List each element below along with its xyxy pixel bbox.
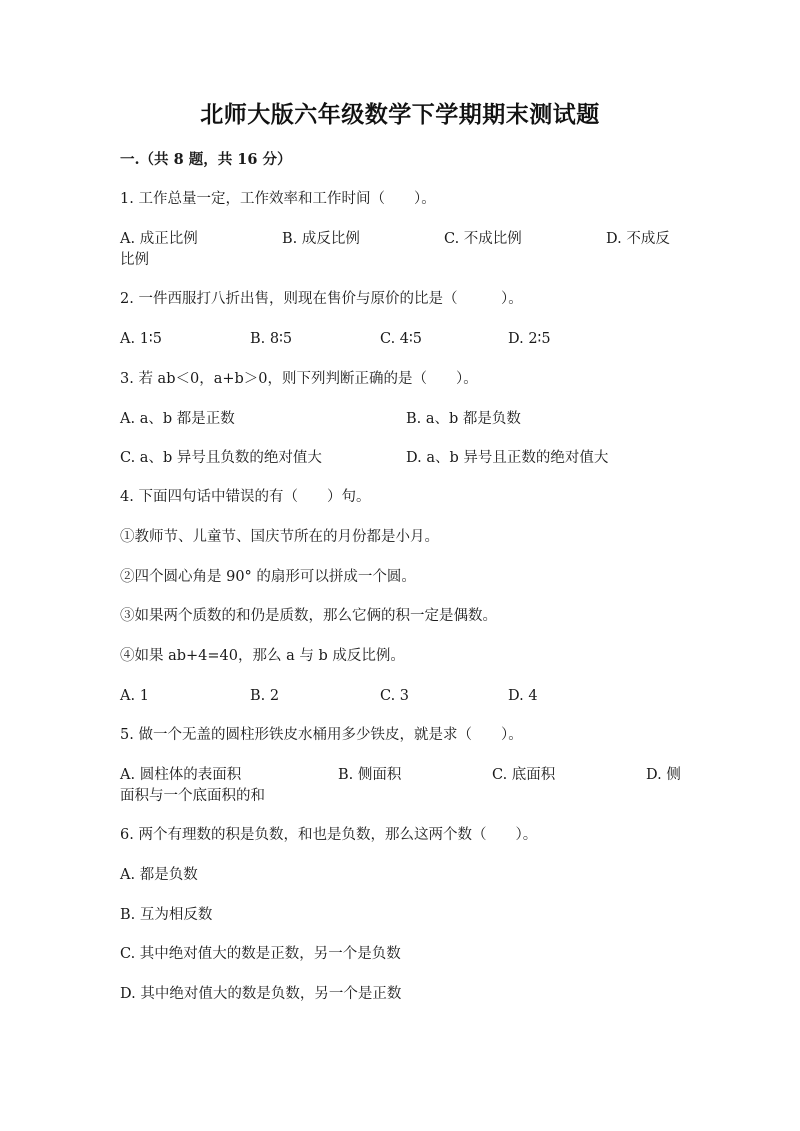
question-1-option-a: A. 成正比例 [120,231,198,247]
section-heading: 一.（共 8 题，共 16 分） [120,151,292,168]
question-4-statement-3: ③如果两个质数的和仍是质数，那么它俩的积一定是偶数。 [120,608,497,624]
question-2-stem: 2. 一件西服打八折出售，则现在售价与原价的比是（ ）。 [120,291,523,307]
question-2-option-a: A. 1∶5 [120,331,162,347]
question-1-option-c: C. 不成比例 [444,231,522,247]
page-title: 北师大版六年级数学下学期期末测试题 [200,101,600,128]
question-6-option-d: D. 其中绝对值大的数是负数，另一个是正数 [120,986,402,1002]
question-4-option-d: D. 4 [508,688,538,704]
question-3-option-b: B. a、b 都是负数 [406,411,521,427]
question-3-option-a: A. a、b 都是正数 [120,411,235,427]
question-1-option-d-wrap: 比例 [120,252,149,268]
question-4-option-a: A. 1 [120,688,149,704]
question-4-statement-2: ②四个圆心角是 90° 的扇形可以拼成一个圆。 [120,569,416,585]
question-6-option-a: A. 都是负数 [120,867,198,883]
question-5-option-c: C. 底面积 [492,767,556,783]
question-4-statement-4: ④如果 ab+4=40，那么 a 与 b 成反比例。 [120,648,405,664]
question-1-stem: 1. 工作总量一定，工作效率和工作时间（ ）。 [120,191,436,207]
question-5-stem: 5. 做一个无盖的圆柱形铁皮水桶用多少铁皮，就是求（ ）。 [120,727,523,743]
question-6-stem: 6. 两个有理数的积是负数，和也是负数，那么这两个数（ ）。 [120,827,538,843]
question-6-option-b: B. 互为相反数 [120,907,213,923]
question-5-option-a: A. 圆柱体的表面积 [120,767,242,783]
question-3-option-d: D. a、b 异号且正数的绝对值大 [406,450,609,466]
question-4-option-c: C. 3 [380,688,410,704]
question-4-option-b: B. 2 [250,688,280,704]
question-1-option-d: D. 不成反 [606,231,670,247]
question-1-option-b: B. 成反比例 [282,231,360,247]
question-2-option-c: C. 4∶5 [380,331,423,347]
question-4-stem: 4. 下面四句话中错误的有（ ）句。 [120,489,371,505]
question-3-stem: 3. 若 ab＜0，a+b＞0，则下列判断正确的是（ ）。 [120,371,478,387]
question-3-option-c: C. a、b 异号且负数的绝对值大 [120,450,322,466]
question-2-option-b: B. 8∶5 [250,331,293,347]
question-5-option-b: B. 侧面积 [338,767,402,783]
question-2-option-d: D. 2∶5 [508,331,551,347]
question-4-statement-1: ①教师节、儿童节、国庆节所在的月份都是小月。 [120,529,439,545]
question-5-option-d-wrap: 面积与一个底面积的和 [120,788,265,804]
question-5-option-d: D. 侧 [646,767,681,783]
question-6-option-c: C. 其中绝对值大的数是正数，另一个是负数 [120,946,401,962]
